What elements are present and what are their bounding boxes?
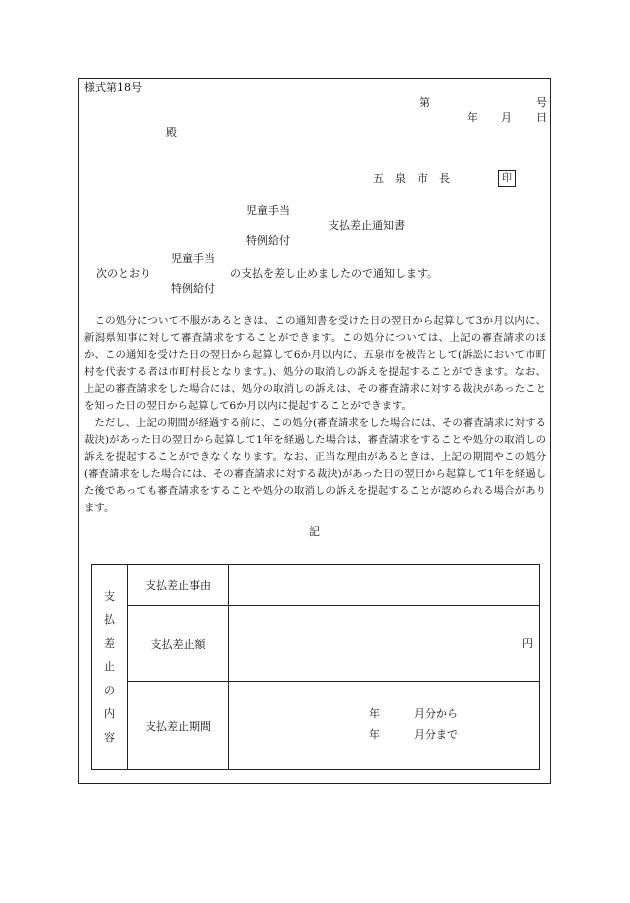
date-year: 年 bbox=[467, 111, 478, 124]
amount-label: 支払差止額 bbox=[128, 606, 229, 682]
vertical-char: 容 bbox=[104, 730, 115, 744]
period-from-year: 年 bbox=[369, 707, 380, 720]
period-to-month: 月分まで bbox=[414, 728, 458, 741]
number-dai: 第 bbox=[419, 96, 430, 109]
title-line-2: 支払差止通知書 bbox=[328, 219, 405, 232]
vertical-heading bbox=[92, 565, 128, 770]
date-day: 日 bbox=[536, 111, 547, 124]
notice-option-1: 児童手当 bbox=[171, 252, 215, 265]
suspension-details-table bbox=[91, 564, 540, 770]
vertical-char: 内 bbox=[104, 707, 115, 721]
amount-unit: 円 bbox=[522, 637, 533, 650]
reason-value bbox=[229, 565, 540, 606]
ki-heading: 記 bbox=[309, 525, 320, 538]
number-go: 号 bbox=[536, 96, 547, 109]
period-label: 支払差止期間 bbox=[128, 682, 229, 770]
addressee-suffix: 殿 bbox=[166, 126, 177, 139]
date-month: 月 bbox=[501, 111, 512, 124]
reason-label: 支払差止事由 bbox=[128, 565, 229, 606]
issuer-name: 五 泉 市 長 bbox=[373, 172, 450, 185]
form-number: 様式第18号 bbox=[84, 81, 142, 94]
vertical-char: 止 bbox=[104, 660, 115, 674]
vertical-char: の bbox=[104, 683, 115, 697]
vertical-char: 差 bbox=[104, 636, 115, 650]
period-from-month: 月分から bbox=[414, 707, 458, 720]
vertical-char: 支 bbox=[104, 589, 115, 603]
appeal-paragraph-2: ただし、上記の期間が経過する前に、この処分(審査請求をした場合には、その審査請求に対する裁決)があった日の翌日から起算して1年を経過した場合は、審査請求をすることや処分の取消しの訴えを提起することができなくなります。なお、正当な理由があるときは、上記の期間やこの処分(審査請求をした場合には、その審査請求に対する裁決)があった日の翌日から起算して1年を経過した後であっても審査請求をすることや処分の取消しの訴えを提起することが認められる場合があります。 bbox=[84, 417, 546, 514]
title-line-1: 児童手当 bbox=[246, 204, 290, 217]
period-to-year: 年 bbox=[369, 728, 380, 741]
appeal-paragraph-1: この処分について不服があるときは、この通知書を受けた日の翌日から起算して3か月以内に、新潟県知事に対して審査請求をすることができます。この処分については、上記の審査請求のほか、この通知を受けた日の翌日から起算して6か月以内に、五泉市を被告として(訴訟において市町村を代表する者は市町村長となります。)、処分の取消しの訴えを提起することができます。なお、上記の審査請求をした場合には、処分の取消しの訴えは、その審査請求に対する裁決があったことを知った日の翌日から起算して6か月以内に提起することができます。 bbox=[84, 315, 546, 412]
title-line-3: 特例給付 bbox=[246, 234, 290, 247]
notice-prefix: 次のとおり bbox=[96, 267, 151, 280]
notice-option-2: 特例給付 bbox=[171, 282, 215, 295]
notice-suffix: の支払を差し止めましたので通知します。 bbox=[230, 267, 439, 280]
period-value bbox=[229, 682, 540, 770]
amount-value bbox=[229, 606, 540, 682]
vertical-char: 払 bbox=[104, 613, 115, 627]
seal-mark: 印 bbox=[498, 170, 516, 187]
